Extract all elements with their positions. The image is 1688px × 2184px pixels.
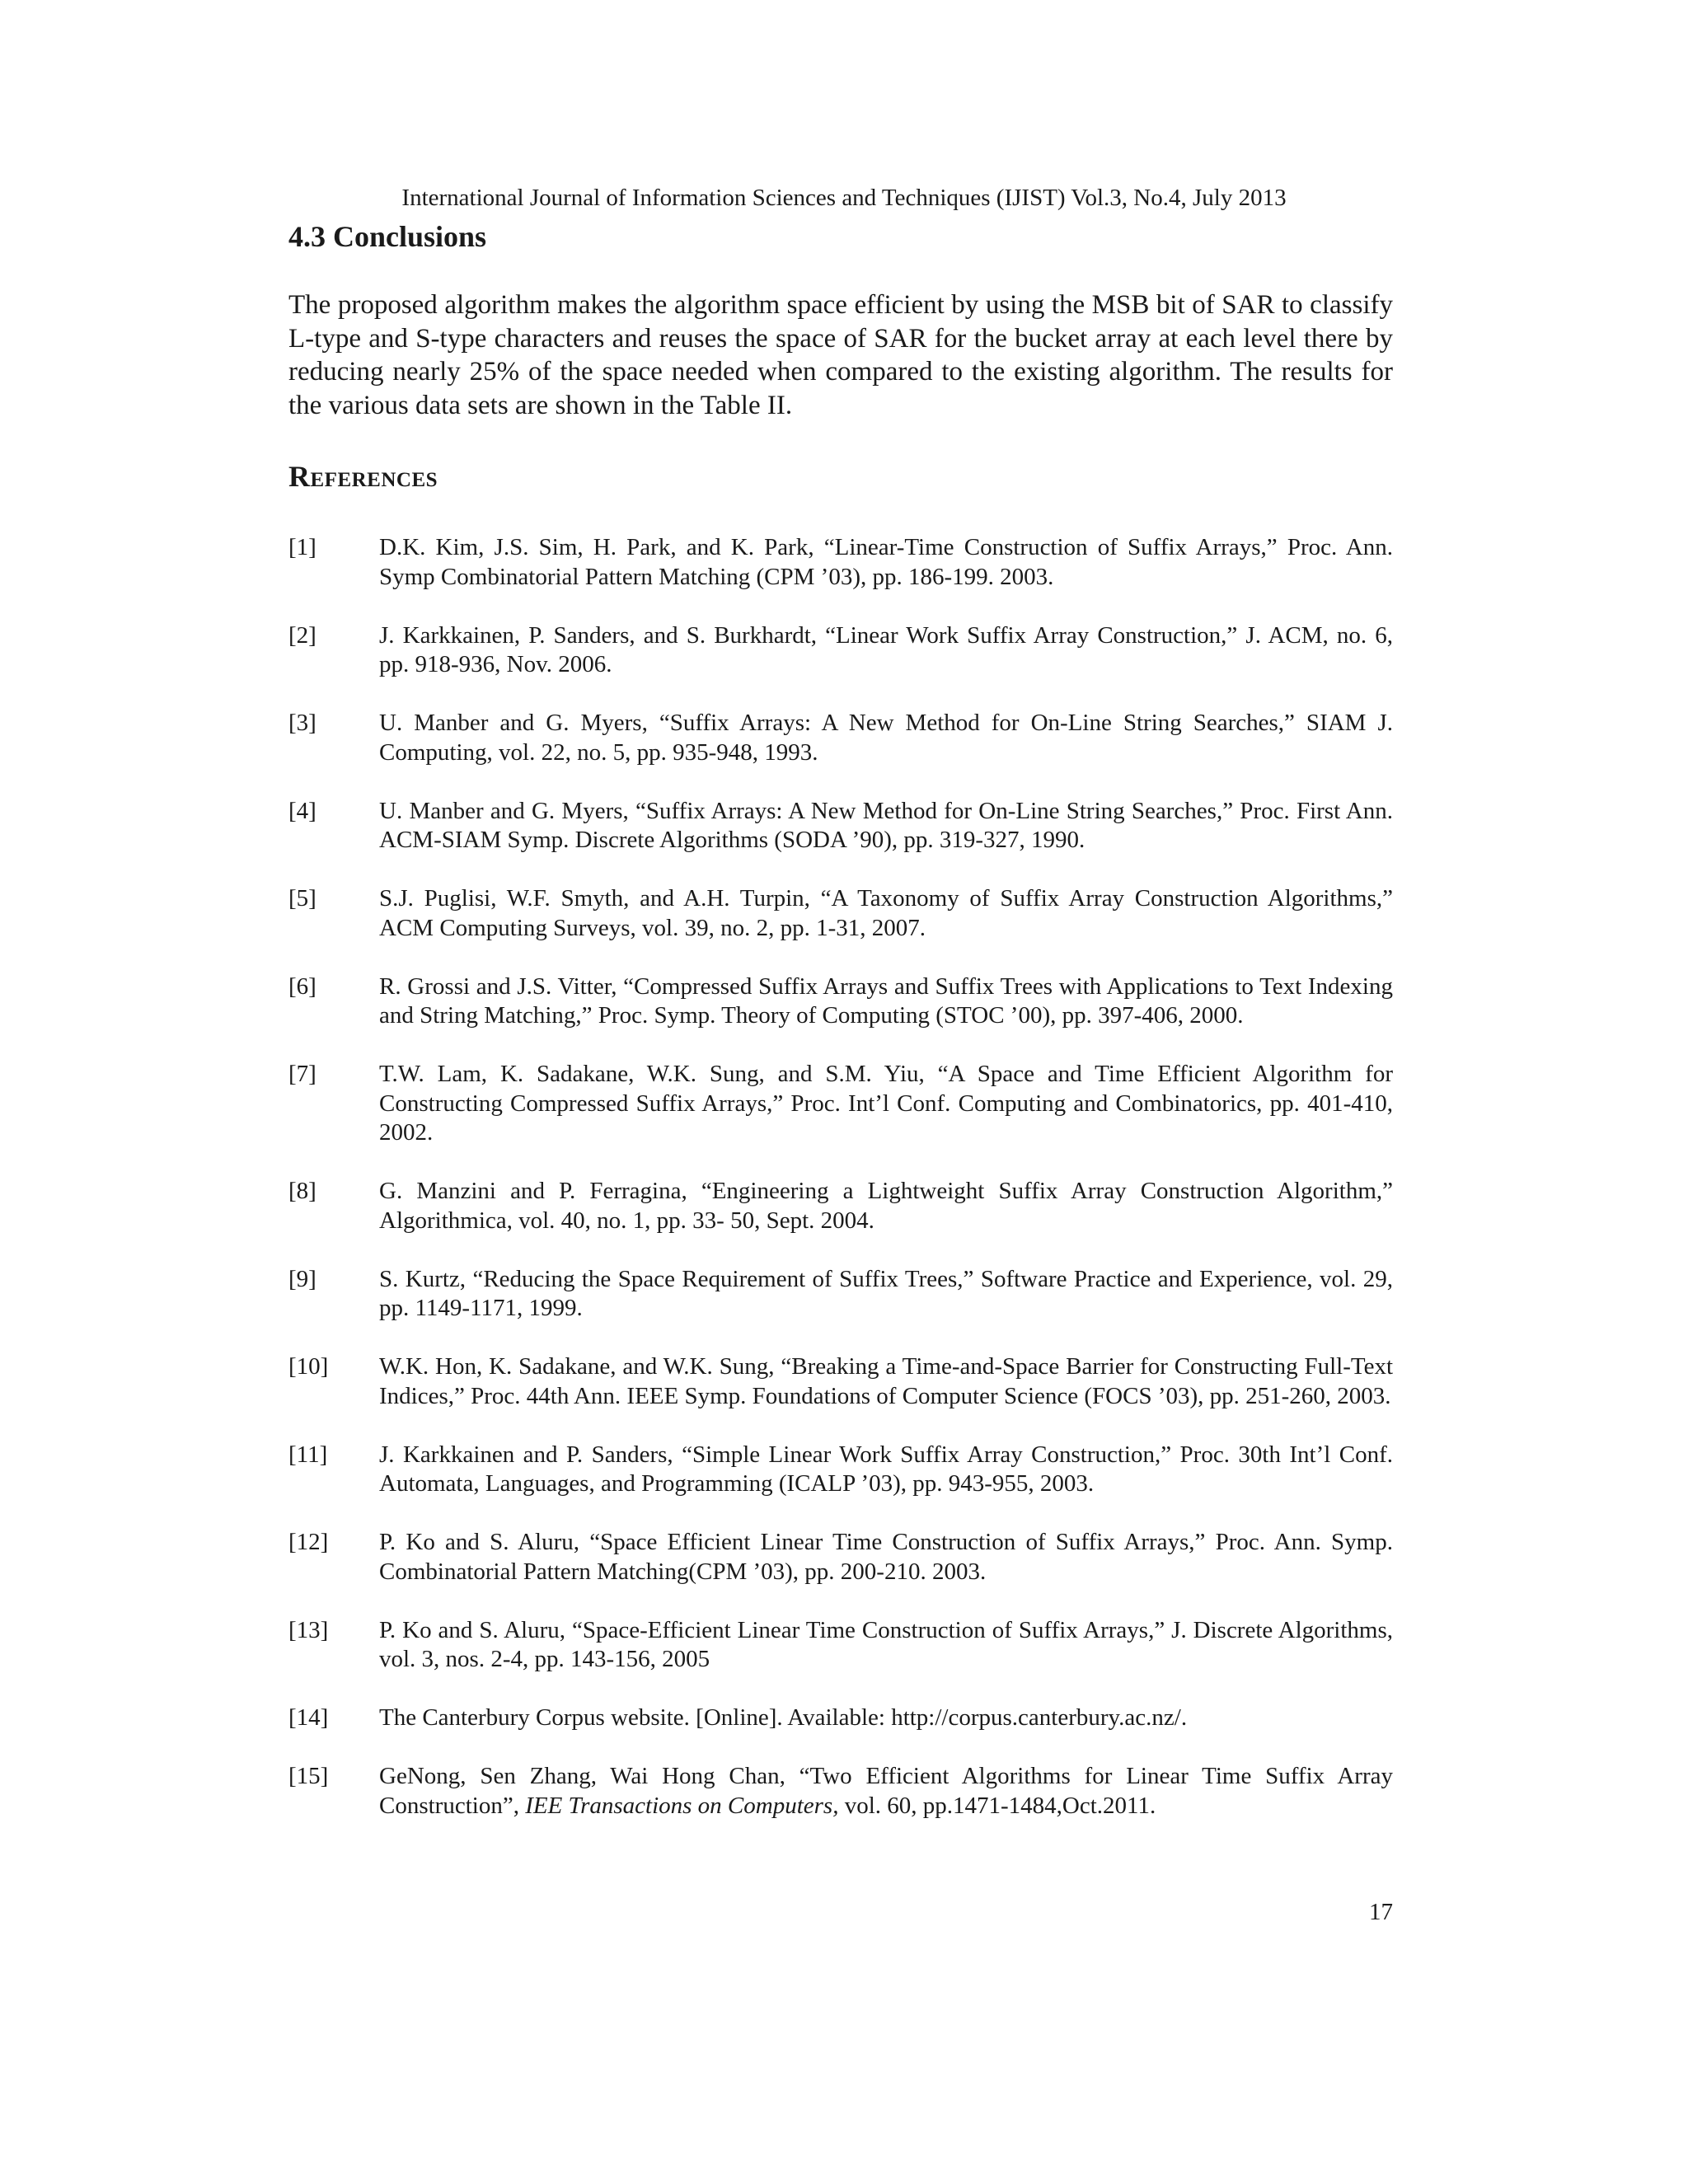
reference-number: [10] [288,1353,329,1380]
reference-item [288,797,1393,855]
reference-number: [8] [288,1178,316,1204]
reference-text [379,1763,1393,1819]
reference-number: [6] [288,972,316,1000]
running-header: International Journal of Information Sciences and Techniques (IJIST) Vol.3, No.4, July 2013 [401,185,1287,211]
reference-text: W.K. Hon, K. Sadakane, and W.K. Sung, “Breaking a Time-and-Space Barrier for Constructing Full-Text Indices,” Proc. 44th Ann. IEEE Symp. Foundations of Computer Science (FOCS ’03), pp. 251-260, 2003. [379,1353,1393,1409]
reference-text: The Canterbury Corpus website. [Online]. Available: http://corpus.canterbury.ac.nz/. [379,1704,1188,1731]
reference-list [288,533,1393,1850]
reference-item [288,1441,1393,1499]
reference-text: U. Manber and G. Myers, “Suffix Arrays: A New Method for On-Line String Searches,” Proc. First Ann. ACM-SIAM Symp. Discrete Algorithms (SODA ’90), pp. 319-327, 1990. [379,797,1393,853]
reference-number: [11] [288,1441,328,1468]
reference-text: G. Manzini and P. Ferragina, “Engineering a Lightweight Suffix Array Construction Algorithm,” Algorithmica, vol. 40, no. 1, pp. 33- 50, Sept. 2004. [379,1178,1393,1234]
reference-item [288,1177,1393,1235]
reference-number: [3] [288,710,316,736]
reference-text-part: GeNong, Sen Zhang, Wai Hong Chan, “Two Efficient Algorithms for Linear Time Suffix Array Construction”, [379,1763,1393,1819]
section-title: 4.3 Conclusions [288,220,487,253]
reference-item [288,709,1393,767]
reference-item [288,1060,1393,1148]
reference-text: R. Grossi and J.S. Vitter, “Compressed Suffix Arrays and Suffix Trees with Applications to Text Indexing and String Matching,” Proc. Symp. Theory of Computing (STOC ’00), pp. 397-406, 2000. [379,972,1393,1029]
reference-text: S.J. Puglisi, W.F. Smyth, and A.H. Turpin, “A Taxonomy of Suffix Array Construction Algorithms,” ACM Computing Surveys, vol. 39, no. 2, pp. 1-31, 2007. [379,885,1393,941]
reference-text: T.W. Lam, K. Sadakane, W.K. Sung, and S.M. Yiu, “A Space and Time Efficient Algorithm for Constructing Compressed Suffix Arrays,” Proc. Int’l Conf. Computing and Combinatorics, pp. 401-410, 2002. [379,1061,1393,1146]
reference-number: [7] [288,1061,316,1087]
reference-number: [4] [288,797,316,824]
reference-number: [12] [288,1529,329,1555]
reference-number: [9] [288,1265,316,1292]
reference-item [288,972,1393,1031]
reference-text: P. Ko and S. Aluru, “Space-Efficient Linear Time Construction of Suffix Arrays,” J. Discrete Algorithms, vol. 3, nos. 2-4, pp. 143-156, 2005 [379,1616,1393,1672]
reference-item [288,1528,1393,1586]
journal-name: IEE Transactions on Computers, [525,1792,839,1819]
reference-number: [1] [288,534,316,560]
reference-number: [15] [288,1763,329,1789]
reference-item [288,1762,1393,1821]
reference-text: P. Ko and S. Aluru, “Space Efficient Linear Time Construction of Suffix Arrays,” Proc. Ann. Symp. Combinatorial Pattern Matching(CPM ’03), pp. 200-210. 2003. [379,1529,1393,1585]
reference-text: J. Karkkainen and P. Sanders, “Simple Linear Work Suffix Array Construction,” Proc. 30th Int’l Conf. Automata, Languages, and Programming (ICALP ’03), pp. 943-955, 2003. [379,1441,1393,1497]
reference-item [288,1352,1393,1411]
reference-item [288,533,1393,592]
reference-number: [13] [288,1616,329,1643]
reference-item [288,621,1393,680]
reference-number: [5] [288,885,316,912]
reference-text: D.K. Kim, J.S. Sim, H. Park, and K. Park, “Linear-Time Construction of Suffix Arrays,” Proc. Ann. Symp Combinatorial Pattern Matching (CPM ’03), pp. 186-199. 2003. [379,534,1393,590]
reference-text: J. Karkkainen, P. Sanders, and S. Burkhardt, “Linear Work Suffix Array Construction,” J. ACM, no. 6, pp. 918-936, Nov. 2006. [379,621,1393,677]
reference-text-part: vol. 60, pp.1471-1484,Oct.2011. [838,1792,1156,1819]
references-heading: References [288,460,438,493]
reference-text: U. Manber and G. Myers, “Suffix Arrays: A New Method for On-Line String Searches,” SIAM J. Computing, vol. 22, no. 5, pp. 935-948, 1993. [379,710,1393,766]
reference-item [288,884,1393,943]
reference-item [288,1704,1393,1733]
reference-item [288,1616,1393,1675]
reference-number: [2] [288,621,316,649]
reference-item [288,1265,1393,1324]
reference-number: [14] [288,1704,329,1731]
page-number: 17 [1369,1899,1393,1925]
reference-text: S. Kurtz, “Reducing the Space Requirement of Suffix Trees,” Software Practice and Experience, vol. 29, pp. 1149-1171, 1999. [379,1265,1393,1321]
conclusion-paragraph: The proposed algorithm makes the algorithm space efficient by using the MSB bit of SAR to classify L-type and S-type characters and reuses the space of SAR for the bucket array at each level there by reducing nearly 25% of the space needed when compared to the existing algorithm. The results for the various data sets are shown in the Table II. [288,290,1393,420]
